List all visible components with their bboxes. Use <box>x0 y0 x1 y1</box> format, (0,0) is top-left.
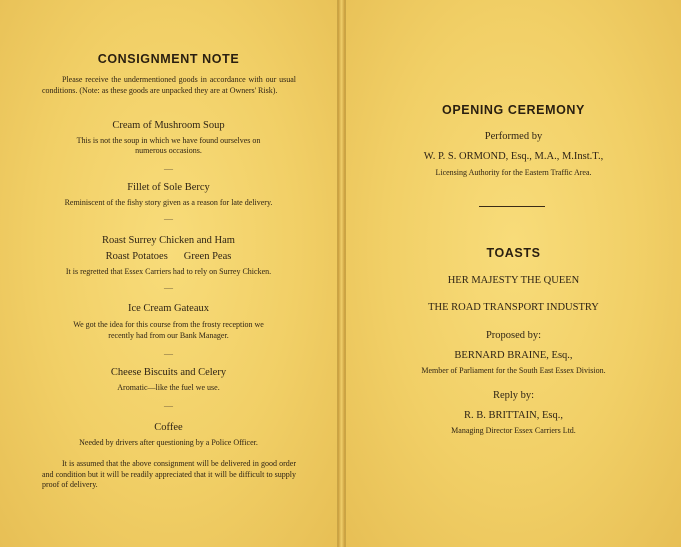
course-dish: Coffee <box>154 422 183 433</box>
course-dish: Fillet of Sole Bercy <box>127 182 210 193</box>
intro-paragraph: Please receive the undermentioned goods in accordance with our usual conditions. (Note: as these goods are unpacked they are at Owners' Risk). <box>42 75 296 95</box>
course-separator: — <box>164 401 173 411</box>
right-page <box>345 0 681 547</box>
performed-by-label: Performed by <box>484 131 543 142</box>
course-separator: — <box>164 214 173 224</box>
course-description: This is not the soup in which we have found ourselves on <box>76 136 261 145</box>
course-vegetables <box>0 251 337 262</box>
course-separator: — <box>164 283 173 293</box>
reply-by-label: Reply by: <box>492 390 535 401</box>
vegetable-2: Green Peas <box>183 251 232 262</box>
replier-name: R. B. BRITTAIN, Esq., <box>464 410 563 421</box>
course-description: It is regretted that Essex Carriers had to rely on Surrey Chicken. <box>65 267 272 276</box>
vegetable-1: Roast Potatoes <box>105 251 168 262</box>
performer-name: W. P. S. ORMOND, Esq., M.A., M.Inst.T., <box>423 151 604 162</box>
course-description: numerous occasions. <box>135 146 202 155</box>
course-description: We got the idea for this course from the frosty reception we <box>73 320 264 329</box>
course-description: Needed by drivers after questioning by a Police Officer. <box>79 438 258 447</box>
toast-queen: HER MAJESTY THE QUEEN <box>447 275 580 286</box>
course-dish: Cheese Biscuits and Celery <box>110 367 227 378</box>
left-page <box>0 0 338 547</box>
proposer-role: Member of Parliament for the South East Essex Division. <box>421 366 606 375</box>
course-description: recently had from our Bank Manager. <box>108 331 229 340</box>
course-dish: Roast Surrey Chicken and Ham <box>102 235 235 246</box>
course-description: Reminiscent of the fishy story given as a reason for late delivery. <box>64 198 273 207</box>
course-separator: — <box>164 164 173 174</box>
course-description: Aromatic—like the fuel we use. <box>117 383 220 392</box>
closing-paragraph: It is assumed that the above consignment will be delivered in good order and condition but it will be readily appreciated that it will be difficult to supply proof of delivery. <box>42 459 296 489</box>
course-dish: Ice Cream Gateaux <box>127 303 210 314</box>
performer-role: Licensing Authority for the Eastern Traffic Area. <box>435 168 592 177</box>
replier-role: Managing Director Essex Carriers Ltd. <box>451 426 576 435</box>
course-separator: — <box>164 349 173 359</box>
proposer-name: BERNARD BRAINE, Esq., <box>454 350 573 361</box>
course-dish: Cream of Mushroom Soup <box>112 120 225 131</box>
consignment-note-title: CONSIGNMENT NOTE <box>97 52 240 66</box>
book-gutter <box>338 0 345 547</box>
toasts-title: TOASTS <box>486 246 541 260</box>
opening-ceremony-title: OPENING CEREMONY <box>442 103 585 117</box>
section-divider-rule <box>479 206 545 207</box>
proposed-by-label: Proposed by: <box>485 330 542 341</box>
toast-road-transport: THE ROAD TRANSPORT INDUSTRY <box>428 302 599 313</box>
